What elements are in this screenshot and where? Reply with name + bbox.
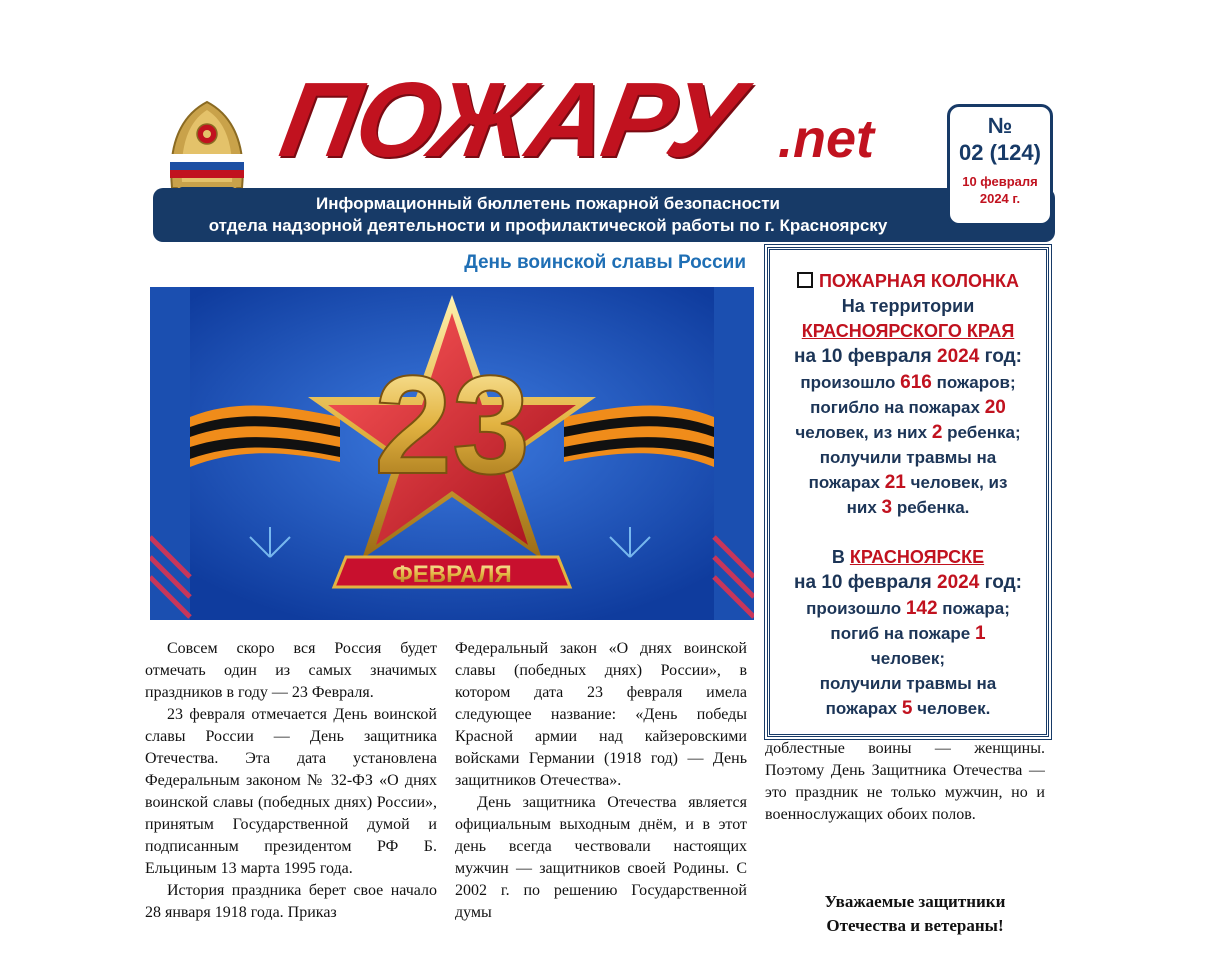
city-fires-count: 142 (905, 598, 938, 619)
region-injured-suffix: человек, из (910, 473, 1008, 492)
region-date (770, 344, 1046, 370)
banner-line-2: отдела надзорной деятельности и профилактической работы по г. Красноярску (208, 216, 888, 235)
banner-line-1: Информационный бюллетень пожарной безопасности (316, 194, 780, 213)
region-injured-prefix: пожарах (808, 473, 880, 492)
region-deaths-kids-prefix: человек, из них (795, 423, 928, 442)
region-injured-kids-count: 3 (881, 497, 893, 518)
city-injured-line: получили травмы на (819, 674, 997, 693)
masthead-banner (153, 188, 1055, 242)
illustration-ribbon-text: ФЕВРАЛЯ (392, 561, 512, 588)
article-paragraph: Совсем скоро вся Россия будет отмечать один из самых значимых праздников в году — 23 Февраля. (145, 640, 437, 701)
city-date-suffix: год: (984, 572, 1022, 593)
greeting (780, 890, 1050, 938)
region-injured-kids-prefix: них (846, 498, 877, 517)
city-fires-suffix: пожара; (942, 599, 1010, 618)
greeting-line-1: Уважаемые защитники (824, 892, 1006, 911)
city-injured-count: 5 (901, 698, 913, 719)
region-deaths-prefix: погибло на пожарах (810, 398, 980, 417)
issue-badge (947, 104, 1053, 226)
city-heading (770, 545, 1046, 570)
greeting-line-2: Отечества и ветераны! (826, 916, 1004, 935)
region-fires (770, 370, 1046, 395)
newsletter-logo-suffix: .net (778, 109, 875, 169)
city-injured (770, 696, 1046, 721)
article-paragraph: доблестные воины — женщины. Поэтому День Защитника Отечества — это праздник не только мужчин, но и военнослужащих обоих полов. (765, 740, 1045, 823)
city-deaths-suffix: человек; (870, 649, 946, 668)
city-fires (770, 596, 1046, 621)
city-injured-suffix: человек. (917, 699, 991, 718)
article-paragraph: День защитника Отечества является официальным выходным днём, и в этот день всегда чествовали настоящих мужчин — защитников своей Родины. С 2002 г. по решению Государственной думы (455, 794, 747, 921)
region-deaths-count: 20 (984, 397, 1006, 418)
city-name: КРАСНОЯРСКЕ (849, 547, 985, 567)
illustration-number: 23 (374, 346, 530, 503)
article-column-middle (455, 638, 747, 934)
article-paragraph: 23 февраля отмечается День воинской славы России — День защитника Отечества. Эта дата установлена Федеральным законом № 32-ФЗ «О днях воинской славы (победных днях) России», принятым Государственной думой и подписанным президентом РФ Б. Ельциным 13 марта 1995 года. (145, 706, 437, 877)
city-date (770, 570, 1046, 596)
checkbox-icon (797, 272, 813, 288)
fire-column-title-row (770, 268, 1046, 294)
city-deaths-prefix: погиб на пожаре (830, 624, 971, 643)
region-deaths-children (770, 420, 1046, 445)
region-injured-line: получили травмы на (819, 448, 997, 467)
fire-column-title: ПОЖАРНАЯ КОЛОНКА (818, 271, 1020, 291)
city-year: 2024 (937, 572, 980, 593)
city-date-prefix: на 10 февраля (794, 572, 932, 593)
region-fires-count: 616 (900, 372, 932, 393)
article-paragraph: Федеральный закон «О днях воинской славы (победных днях) России», в котором дата 23 февраля имела следующее название: «День победы Красной армии над кайзеровскими войсками Германии (1918 год) — День защитников Отечества». (455, 640, 747, 789)
region-date-prefix: на 10 февраля (794, 346, 932, 367)
article-headline: День воинской славы России (464, 252, 746, 273)
city-injured-prefix: пожарах (825, 699, 898, 718)
issue-date-year: 2024 г. (979, 191, 1021, 206)
region-deaths (770, 395, 1046, 420)
february-23-illustration (150, 287, 754, 620)
city-intro: В (831, 547, 845, 567)
city-deaths (770, 621, 1046, 646)
newsletter-logo-title: ПОЖАРУ (272, 61, 750, 179)
region-deaths-kids-suffix: ребенка; (947, 423, 1021, 442)
article-column-right (765, 738, 1045, 850)
region-fires-suffix: пожаров; (936, 373, 1016, 392)
region-injured-count: 21 (884, 472, 906, 493)
region-date-suffix: год: (984, 346, 1022, 367)
city-fires-prefix: произошло (806, 599, 902, 618)
region-name: КРАСНОЯРСКОГО КРАЯ (801, 321, 1015, 341)
region-year: 2024 (937, 346, 980, 367)
region-deaths-kids-count: 2 (931, 422, 943, 443)
region-injured (770, 470, 1046, 495)
region-injured-kids-suffix: ребенка. (896, 498, 970, 517)
issue-date-day: 10 февраля (962, 174, 1038, 189)
region-injured-children (770, 495, 1046, 520)
article-paragraph: История праздника берет свое начало 28 января 1918 года. Приказ (145, 882, 437, 921)
issue-number-label: № (987, 113, 1013, 138)
article-column-left (145, 638, 437, 934)
region-intro: На территории (841, 296, 975, 316)
issue-number: 02 (124) (959, 140, 1041, 165)
region-fires-prefix: произошло (800, 373, 896, 392)
city-deaths-count: 1 (975, 623, 986, 644)
fire-statistics-box (767, 247, 1049, 737)
